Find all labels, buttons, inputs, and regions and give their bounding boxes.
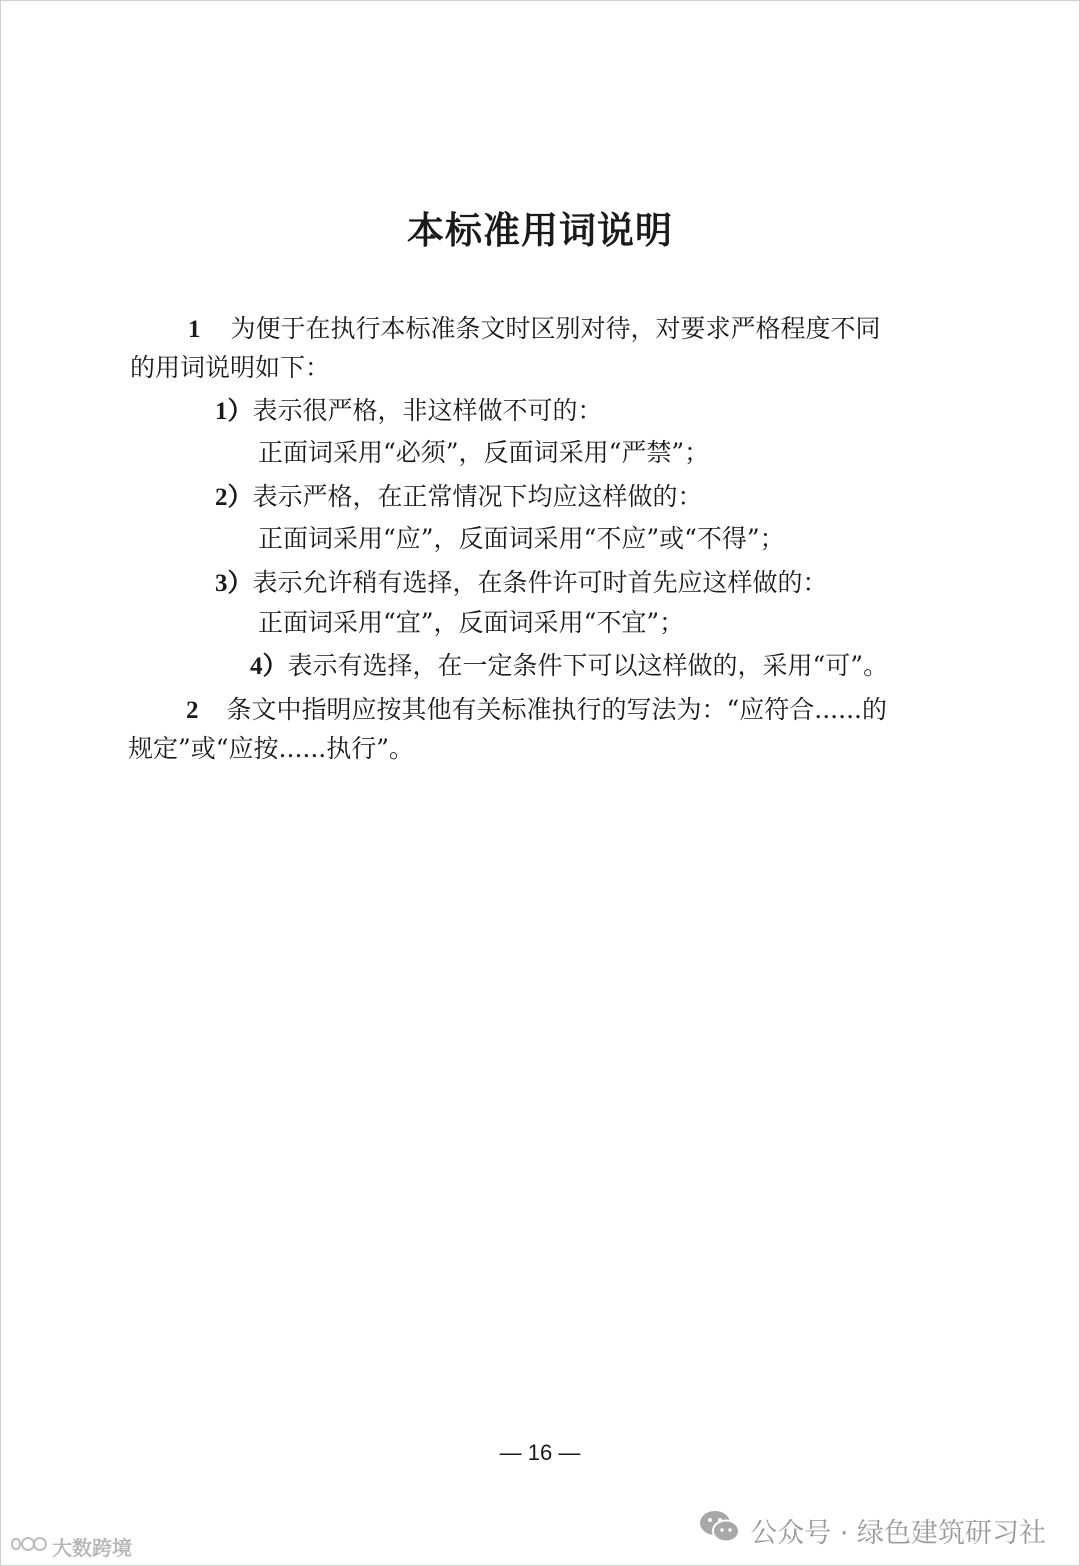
list-item-3	[215, 570, 828, 596]
clause-2-line-1	[186, 697, 887, 723]
clause-2-line-2: 规定”或“应按......执行”。	[128, 734, 415, 763]
clause-1-line-2: 的用词说明如下：	[130, 353, 331, 382]
clause-2-text: 条文中指明应按其他有关标准执行的写法为：“应符合......的	[226, 695, 887, 724]
watermark	[698, 1508, 1046, 1553]
clause-2-number: 2	[186, 697, 199, 724]
page-number: — 16 —	[499, 1440, 581, 1465]
corner-logo-icon	[8, 1532, 48, 1561]
list-item-3-detail: 正面词采用“宜”，反面词采用“不宜”；	[258, 608, 685, 637]
clause-1-text: 为便于在执行本标准条文时区别对待，对要求严格程度不同	[230, 314, 881, 343]
corner-logo-text: 大数跨境	[52, 1536, 132, 1560]
list-item-3-text: 表示允许稍有选择，在条件许可时首先应这样做的：	[252, 568, 828, 597]
clause-1-line-1	[188, 316, 881, 342]
page-title: 本标准用词说明	[407, 209, 673, 252]
list-item-3-number: 3）	[215, 570, 253, 597]
list-item-1	[215, 398, 603, 424]
list-item-2-number: 2）	[215, 484, 253, 511]
watermark-text: 公众号 · 绿色建筑研习社	[750, 1518, 1046, 1549]
list-item-2-detail: 正面词采用“应”，反面词采用“不应”或“不得”；	[258, 524, 785, 553]
list-item-2	[215, 484, 703, 510]
list-item-4-number: 4）	[250, 653, 288, 680]
wechat-icon	[698, 1508, 742, 1553]
list-item-4-text: 表示有选择，在一定条件下可以这样做的，采用“可”。	[287, 651, 889, 680]
list-item-4	[250, 653, 888, 679]
corner-logo	[8, 1532, 132, 1561]
list-item-2-text: 表示严格，在正常情况下均应这样做的：	[252, 482, 703, 511]
list-item-1-text: 表示很严格，非这样做不可的：	[252, 396, 603, 425]
clause-1-number: 1	[188, 316, 201, 343]
list-item-1-number: 1）	[215, 398, 253, 425]
list-item-1-detail: 正面词采用“必须”，反面词采用“严禁”；	[258, 438, 710, 467]
